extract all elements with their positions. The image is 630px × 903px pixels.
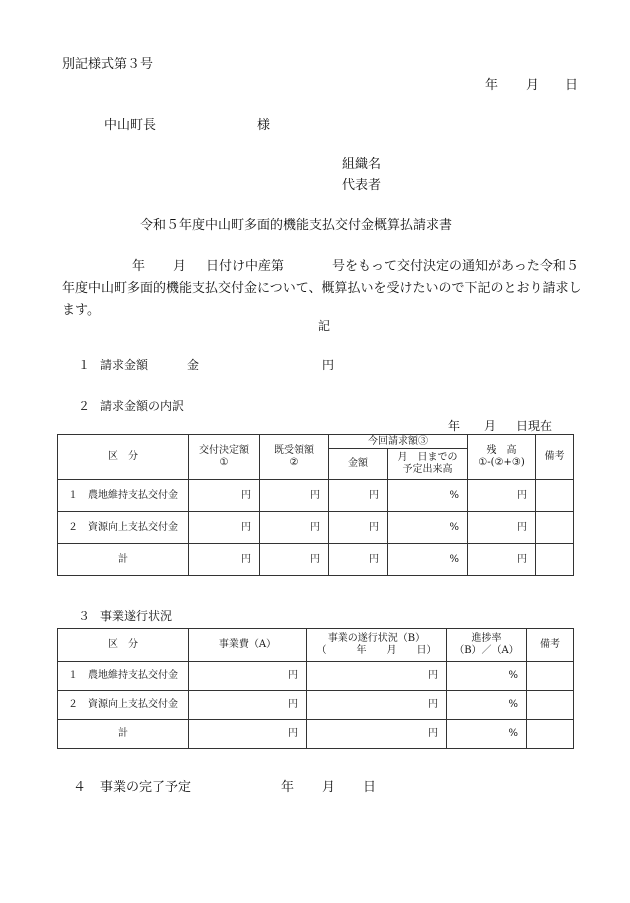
cell-balance: 円 [468, 544, 536, 576]
body-month: 月 [173, 259, 187, 274]
applicant-organization: 組織名 [342, 157, 382, 172]
cell-decided: 円 [189, 480, 260, 512]
header-kubun: 区 分 [58, 435, 189, 480]
cell-status: 円 [307, 720, 447, 749]
as-of-month: 月 [484, 419, 497, 433]
cell-status: 円 [307, 662, 447, 691]
header-progress-line2: 予定出来高 [402, 464, 453, 475]
applicant-representative: 代表者 [342, 178, 382, 193]
header-date [485, 78, 578, 94]
section3-label: 事業遂行状況 [100, 609, 173, 623]
as-of-day: 日現在 [516, 419, 553, 433]
header-status-line1: 事業の遂行状況（B） [327, 633, 426, 644]
section1-kin: 金 [187, 358, 200, 372]
header-date-year: 年 [485, 78, 499, 93]
section4-label: 事業の完了予定 [100, 780, 192, 795]
row-label-total: 計 [58, 720, 189, 749]
document-title: 令和５年度中山町多面的機能支払交付金概算払請求書 [140, 218, 453, 233]
header-kubun: 区 分 [58, 629, 189, 662]
header-current-request: 今回請求額③ [329, 435, 468, 449]
cell-received: 円 [260, 512, 329, 544]
section3-number: ３ [78, 609, 91, 623]
section4-year: 年 [281, 780, 295, 795]
header-remarks: 備考 [536, 435, 574, 480]
header-amount: 金額 [329, 449, 388, 480]
header-status-line2: （ 年 月 日） [316, 645, 437, 656]
section1-number: １ [78, 358, 91, 372]
header-balance-label: 残 高 [486, 445, 517, 456]
section2-label: 請求金額の内訳 [100, 399, 185, 413]
header-decided-mark: ① [219, 457, 229, 468]
table-row [58, 512, 574, 544]
addressee-name: 中山町長 [104, 118, 157, 133]
body-text: 号をもって交付決定の通知があった令和５年度中山町多面的機能支払交付金について、概算払いを受けたいので下記のとおり請求します。 [62, 259, 582, 318]
cell-remarks [536, 512, 574, 544]
body-paragraph [62, 256, 587, 322]
cell-status: 円 [307, 691, 447, 720]
header-cost: 事業費（A） [189, 629, 307, 662]
row-label: １ 農地維持支払交付金 [58, 480, 189, 512]
header-decided [189, 435, 260, 480]
cell-received: 円 [260, 480, 329, 512]
cell-cost: 円 [189, 720, 307, 749]
section4-number: ４ [73, 780, 87, 795]
cell-remarks [527, 720, 574, 749]
header-balance-formula: ①-(②+③) [478, 457, 525, 468]
header-balance [468, 435, 536, 480]
cell-decided: 円 [189, 512, 260, 544]
header-remarks: 備考 [527, 629, 574, 662]
row-label-total: 計 [58, 544, 189, 576]
row-label: ２ 資源向上支払交付金 [58, 512, 189, 544]
section4-day: 日 [363, 780, 377, 795]
section4-month: 月 [322, 780, 336, 795]
cell-rate: % [447, 691, 527, 720]
body-year: 年 [132, 259, 146, 274]
cell-progress: % [388, 512, 468, 544]
table-row-total [58, 544, 574, 576]
cell-amount: 円 [329, 480, 388, 512]
cell-amount: 円 [329, 512, 388, 544]
header-progress-line1: 月 日までの [397, 452, 458, 463]
progress-table [57, 628, 574, 749]
cell-remarks [527, 662, 574, 691]
header-rate-line2: （B）／（A） [454, 645, 519, 656]
header-progress [388, 449, 468, 480]
header-rate-line1: 進捗率 [471, 633, 502, 644]
section2-number: ２ [78, 399, 91, 413]
cell-remarks [527, 691, 574, 720]
cell-progress: % [388, 544, 468, 576]
header-date-day: 日 [565, 78, 579, 93]
row-label: １ 農地維持支払交付金 [58, 662, 189, 691]
table-row [58, 691, 574, 720]
as-of-year: 年 [448, 419, 461, 433]
addressee-honorific: 様 [257, 118, 271, 133]
cell-decided: 円 [189, 544, 260, 576]
form-number: 別記様式第３号 [62, 57, 154, 72]
section1-yen: 円 [322, 358, 335, 372]
header-received [260, 435, 329, 480]
section1-label: 請求金額 [100, 358, 149, 372]
header-date-month: 月 [526, 78, 540, 93]
section2-as-of-date [448, 419, 552, 433]
table-row-total [58, 720, 574, 749]
table-row [58, 662, 574, 691]
header-status [307, 629, 447, 662]
ki-marker: 記 [318, 319, 331, 333]
cell-cost: 円 [189, 691, 307, 720]
cell-progress: % [388, 480, 468, 512]
cell-remarks [536, 480, 574, 512]
breakdown-table [57, 434, 574, 576]
section4-date [281, 780, 376, 796]
cell-amount: 円 [329, 544, 388, 576]
cell-remarks [536, 544, 574, 576]
cell-balance: 円 [468, 480, 536, 512]
header-rate [447, 629, 527, 662]
row-label: ２ 資源向上支払交付金 [58, 691, 189, 720]
cell-cost: 円 [189, 662, 307, 691]
cell-rate: % [447, 662, 527, 691]
cell-balance: 円 [468, 512, 536, 544]
cell-received: 円 [260, 544, 329, 576]
cell-rate: % [447, 720, 527, 749]
header-received-label: 既受領額 [274, 445, 314, 456]
header-received-mark: ② [289, 457, 299, 468]
table-row [58, 480, 574, 512]
header-decided-label: 交付決定額 [199, 445, 249, 456]
body-notice-ref: 日付け中産第 [206, 259, 285, 274]
